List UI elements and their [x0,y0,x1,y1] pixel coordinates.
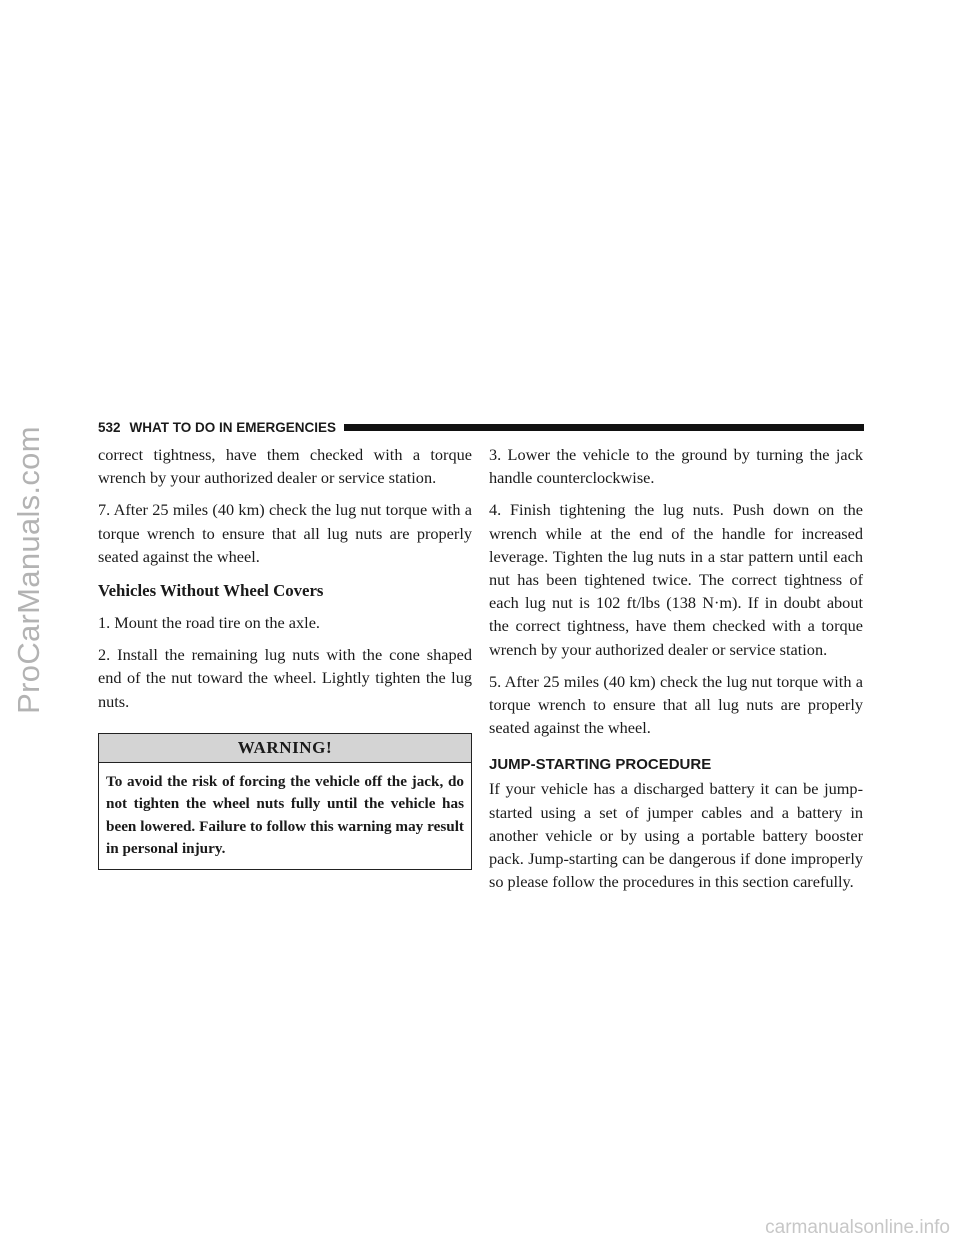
paragraph: 7. After 25 miles (40 km) check the lug nut torque with a torque wrench to ensure that all lug nuts are properly seated against the wheel. [98,500,472,566]
paragraph: 1. Mount the road tire on the axle. [98,613,320,633]
section-heading: JUMP-STARTING PROCEDURE [489,756,712,774]
page-number: 532 [98,419,121,435]
section-title: WHAT TO DO IN EMERGENCIES [129,419,337,435]
paragraph: 5. After 25 miles (40 km) check the lug nut torque with a torque wrench to ensure that all lug nuts are properly seated against the wheel. [489,671,863,738]
subheading: Vehicles Without Wheel Covers [98,581,324,601]
paragraph: 4. Finish tightening the lug nuts. Push down on the wrench while at the end of the handle for increased leverage. Tighten the lug nuts in a star pattern until each nut has been tightened twice. The correct tightness of each lug nut is 102 ft/lbs (138 N·m). If in doubt about the correct tightness, have them checked with a torque wrench by your authorized dealer or service station. [489,500,863,659]
paragraph: 3. Lower the vehicle to the ground by turning the jack handle counterclockwise. [489,445,863,488]
paragraph: 2. Install the remaining lug nuts with the cone shaped end of the nut toward the wheel. Lightly tighten the lug nuts. [98,645,472,711]
side-watermark [4,0,54,1242]
footer-watermark: carmanualsonline.info [765,1217,950,1238]
paragraph: correct tightness, have them checked with a torque wrench by your authorized dealer or service station. [98,445,472,488]
right-column [489,443,863,902]
paragraph: If your vehicle has a discharged battery it can be jump-started using a set of jumper cables and a battery in another vehicle or by using a portable battery booster pack. Jump-starting can be dangerous if done improperly so please follow the procedures in this section carefully. [489,779,863,892]
page-header [98,418,864,436]
warning-box [98,733,472,871]
left-column [98,443,472,870]
warning-body: To avoid the risk of forcing the vehicle off the jack, do not tighten the wheel nuts fully until the vehicle has been lowered. Failure to follow this warning may result in personal injury. [106,772,464,858]
header-rule [344,424,864,431]
warning-title: WARNING! [99,734,471,763]
side-watermark-text: ProCarManuals.com [11,426,46,714]
